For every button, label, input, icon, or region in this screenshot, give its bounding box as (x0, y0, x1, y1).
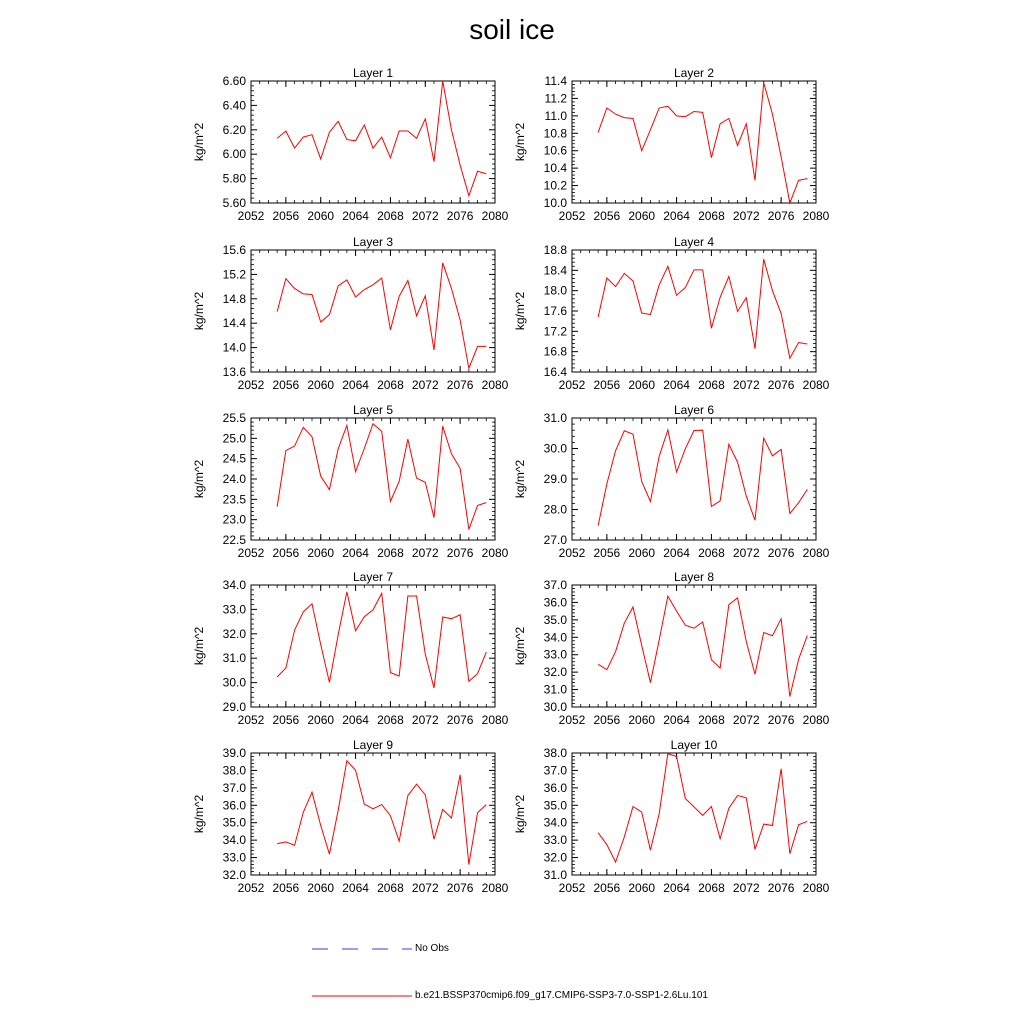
panel-layer-6 (513, 403, 830, 560)
y-tick-label: 24.0 (222, 472, 246, 486)
y-tick-label: 5.60 (222, 196, 246, 210)
panel-title: Layer 6 (673, 403, 715, 417)
x-tick-label: 2060 (307, 378, 335, 392)
panel-title: Layer 1 (352, 66, 394, 80)
y-tick-label: 10.0 (543, 196, 567, 210)
x-tick-label: 2072 (411, 713, 439, 727)
series-line (598, 430, 807, 526)
x-tick-label: 2052 (558, 713, 586, 727)
y-tick-label: 13.6 (222, 365, 246, 379)
y-tick-label: 23.0 (222, 512, 246, 527)
page-title: soil ice (469, 14, 555, 45)
plot-frame (572, 753, 816, 875)
x-tick-label: 2056 (593, 378, 621, 392)
y-tick-label: 27.0 (543, 533, 567, 547)
x-tick-label: 2056 (272, 881, 300, 895)
y-tick-label: 6.00 (222, 147, 246, 162)
y-axis-label: kg/m^2 (192, 291, 206, 331)
panel-layer-4 (513, 235, 830, 392)
series-line (598, 754, 807, 863)
legend-no-obs-label: No Obs (415, 943, 449, 954)
y-tick-label: 37.0 (543, 763, 567, 778)
y-tick-label: 10.2 (543, 178, 567, 193)
y-axis-label: kg/m^2 (513, 291, 527, 331)
y-tick-label: 6.60 (222, 74, 246, 88)
x-tick-label: 2072 (411, 378, 439, 392)
x-tick-label: 2068 (698, 881, 725, 895)
x-tick-label: 2068 (698, 546, 725, 560)
y-tick-label: 29.0 (222, 700, 246, 714)
panel-layer-9 (192, 738, 509, 895)
x-tick-label: 2076 (767, 713, 795, 727)
x-tick-label: 2080 (481, 881, 509, 895)
y-tick-label: 35.0 (222, 815, 246, 830)
y-tick-label: 39.0 (222, 746, 246, 760)
y-tick-label: 34.0 (543, 815, 567, 830)
y-axis-label: kg/m^2 (192, 794, 206, 834)
panel-title: Layer 10 (670, 738, 718, 752)
y-tick-label: 25.0 (222, 431, 246, 446)
x-tick-label: 2080 (481, 546, 509, 560)
legend-model-label: b.e21.BSSP370cmip6.f09_g17.CMIP6-SSP3-7.0-SSP1-2.6Lu.101 (415, 990, 708, 1001)
plot-frame (251, 81, 495, 203)
panel-layer-10 (513, 738, 830, 895)
x-tick-label: 2060 (307, 713, 335, 727)
x-tick-label: 2076 (767, 378, 795, 392)
y-tick-label: 37.0 (222, 780, 246, 795)
series-line (598, 259, 807, 358)
y-tick-label: 32.0 (222, 626, 246, 641)
x-tick-label: 2060 (628, 881, 656, 895)
x-tick-label: 2072 (411, 881, 439, 895)
x-tick-label: 2080 (481, 378, 509, 392)
x-tick-label: 2052 (237, 209, 265, 223)
y-tick-label: 36.0 (543, 595, 567, 610)
x-tick-label: 2052 (237, 713, 265, 727)
x-tick-label: 2064 (342, 881, 369, 895)
y-tick-label: 28.0 (543, 502, 567, 517)
y-tick-label: 38.0 (222, 763, 246, 778)
y-tick-label: 34.0 (543, 630, 567, 645)
y-tick-label: 16.8 (543, 344, 567, 359)
x-tick-label: 2064 (342, 713, 369, 727)
y-tick-label: 10.4 (543, 161, 567, 176)
y-tick-label: 33.0 (543, 647, 567, 662)
y-axis-label: kg/m^2 (192, 459, 206, 499)
x-tick-label: 2060 (307, 881, 335, 895)
x-tick-label: 2080 (802, 378, 830, 392)
panel-layer-1 (192, 66, 509, 223)
y-tick-label: 35.0 (543, 612, 567, 627)
panel-title: Layer 4 (673, 235, 715, 249)
y-tick-label: 6.40 (222, 98, 246, 113)
y-tick-label: 37.0 (543, 578, 567, 592)
legend-no-obs-line (312, 944, 412, 954)
y-tick-label: 15.6 (222, 243, 246, 257)
x-tick-label: 2068 (377, 378, 404, 392)
y-tick-label: 22.5 (222, 533, 246, 547)
x-tick-label: 2080 (802, 546, 830, 560)
y-tick-label: 32.0 (543, 850, 567, 865)
x-tick-label: 2064 (663, 713, 690, 727)
x-tick-label: 2056 (593, 209, 621, 223)
x-tick-label: 2056 (272, 209, 300, 223)
x-tick-label: 2064 (342, 546, 369, 560)
y-tick-label: 31.0 (543, 411, 567, 425)
x-tick-label: 2080 (481, 713, 509, 727)
x-tick-label: 2072 (411, 209, 439, 223)
plot-frame (251, 753, 495, 875)
x-tick-label: 2072 (411, 546, 439, 560)
y-tick-label: 14.0 (222, 340, 246, 355)
plot-frame (251, 250, 495, 372)
panel-layer-5 (192, 403, 509, 560)
y-axis-label: kg/m^2 (513, 626, 527, 666)
y-axis-label: kg/m^2 (513, 122, 527, 162)
y-tick-label: 36.0 (543, 780, 567, 795)
y-tick-label: 6.20 (222, 122, 246, 137)
y-tick-label: 34.0 (222, 833, 246, 848)
y-tick-label: 30.0 (543, 700, 567, 714)
x-tick-label: 2052 (237, 881, 265, 895)
x-tick-label: 2080 (802, 209, 830, 223)
x-tick-label: 2060 (628, 378, 656, 392)
y-tick-label: 33.0 (543, 833, 567, 848)
y-tick-label: 29.0 (543, 472, 567, 486)
series-line (277, 81, 486, 196)
y-tick-label: 15.2 (222, 267, 246, 282)
x-tick-label: 2072 (732, 209, 760, 223)
x-tick-label: 2052 (558, 881, 586, 895)
x-tick-label: 2064 (663, 209, 690, 223)
x-tick-label: 2068 (698, 713, 725, 727)
y-tick-label: 35.0 (543, 798, 567, 813)
x-tick-label: 2056 (593, 546, 621, 560)
y-tick-label: 17.6 (543, 304, 567, 318)
x-tick-label: 2080 (802, 713, 830, 727)
y-tick-label: 14.8 (222, 291, 246, 306)
series-line (277, 592, 486, 688)
y-tick-label: 30.0 (222, 675, 246, 690)
x-tick-label: 2068 (377, 881, 404, 895)
y-tick-label: 38.0 (543, 746, 567, 760)
x-tick-label: 2064 (342, 378, 369, 392)
x-tick-label: 2076 (446, 378, 474, 392)
y-axis-label: kg/m^2 (513, 794, 527, 834)
y-tick-label: 10.6 (543, 143, 567, 158)
x-tick-label: 2068 (698, 378, 725, 392)
y-tick-label: 17.2 (543, 324, 567, 339)
x-tick-label: 2064 (663, 881, 690, 895)
y-axis-label: kg/m^2 (192, 626, 206, 666)
x-tick-label: 2052 (558, 209, 586, 223)
x-tick-label: 2076 (446, 209, 474, 223)
y-tick-label: 34.0 (222, 578, 246, 592)
y-tick-label: 31.0 (543, 682, 567, 697)
panel-title: Layer 7 (352, 570, 394, 584)
x-tick-label: 2068 (377, 713, 404, 727)
y-tick-label: 18.0 (543, 283, 567, 298)
x-tick-label: 2068 (698, 209, 725, 223)
series-line (277, 263, 486, 369)
x-tick-label: 2060 (628, 713, 656, 727)
plot-frame (572, 81, 816, 203)
plot-frame (251, 418, 495, 540)
series-line (598, 596, 807, 696)
x-tick-label: 2064 (663, 378, 690, 392)
plot-frame (251, 585, 495, 707)
panel-title: Layer 3 (352, 235, 394, 249)
x-tick-label: 2076 (446, 546, 474, 560)
y-tick-label: 32.0 (543, 665, 567, 680)
y-tick-label: 5.80 (222, 171, 246, 186)
x-tick-label: 2056 (593, 713, 621, 727)
panel-title: Layer 5 (352, 403, 394, 417)
x-tick-label: 2072 (732, 546, 760, 560)
y-tick-label: 25.5 (222, 411, 246, 425)
x-tick-label: 2056 (272, 378, 300, 392)
panel-title: Layer 9 (352, 738, 394, 752)
plot-frame (572, 585, 816, 707)
y-tick-label: 31.0 (543, 868, 567, 882)
panel-layer-2 (513, 66, 830, 223)
x-tick-label: 2052 (558, 378, 586, 392)
y-tick-label: 11.2 (544, 91, 567, 106)
y-tick-label: 33.0 (222, 602, 246, 617)
series-line (277, 424, 486, 530)
x-tick-label: 2076 (446, 881, 474, 895)
y-tick-label: 30.0 (543, 441, 567, 456)
x-tick-label: 2060 (307, 209, 335, 223)
x-tick-label: 2056 (272, 546, 300, 560)
panel-layer-7 (192, 570, 509, 727)
panel-layer-8 (513, 570, 830, 727)
y-tick-label: 18.4 (543, 263, 567, 278)
x-tick-label: 2056 (593, 881, 621, 895)
x-tick-label: 2068 (377, 209, 404, 223)
y-tick-label: 10.8 (543, 126, 567, 141)
x-tick-label: 2068 (377, 546, 404, 560)
panel-title: Layer 8 (673, 570, 715, 584)
x-tick-label: 2080 (802, 881, 830, 895)
y-tick-label: 36.0 (222, 798, 246, 813)
y-tick-label: 33.0 (222, 850, 246, 865)
y-axis-label: kg/m^2 (192, 122, 206, 162)
plot-frame (572, 250, 816, 372)
x-tick-label: 2060 (628, 546, 656, 560)
y-tick-label: 16.4 (543, 365, 567, 379)
y-tick-label: 18.8 (543, 243, 567, 257)
panel-layer-3 (192, 235, 509, 392)
y-axis-label: kg/m^2 (513, 459, 527, 499)
x-tick-label: 2060 (307, 546, 335, 560)
x-tick-label: 2080 (481, 209, 509, 223)
x-tick-label: 2076 (767, 546, 795, 560)
y-tick-label: 11.0 (544, 108, 567, 123)
y-tick-label: 24.5 (222, 451, 246, 466)
y-tick-label: 23.5 (222, 492, 246, 507)
x-tick-label: 2052 (237, 546, 265, 560)
y-tick-label: 32.0 (222, 868, 246, 882)
y-tick-label: 31.0 (222, 651, 246, 666)
series-line (277, 761, 486, 865)
y-tick-label: 14.4 (222, 316, 246, 331)
x-tick-label: 2052 (558, 546, 586, 560)
x-tick-label: 2076 (446, 713, 474, 727)
x-tick-label: 2064 (342, 209, 369, 223)
x-tick-label: 2060 (628, 209, 656, 223)
x-tick-label: 2052 (237, 378, 265, 392)
panel-title: Layer 2 (673, 66, 715, 80)
x-tick-label: 2076 (767, 209, 795, 223)
x-tick-label: 2072 (732, 881, 760, 895)
x-tick-label: 2072 (732, 378, 760, 392)
x-tick-label: 2076 (767, 881, 795, 895)
series-line (598, 83, 807, 203)
x-tick-label: 2056 (272, 713, 300, 727)
x-tick-label: 2072 (732, 713, 760, 727)
x-tick-label: 2064 (663, 546, 690, 560)
y-tick-label: 11.4 (544, 74, 567, 88)
legend-model-line (312, 991, 412, 1001)
